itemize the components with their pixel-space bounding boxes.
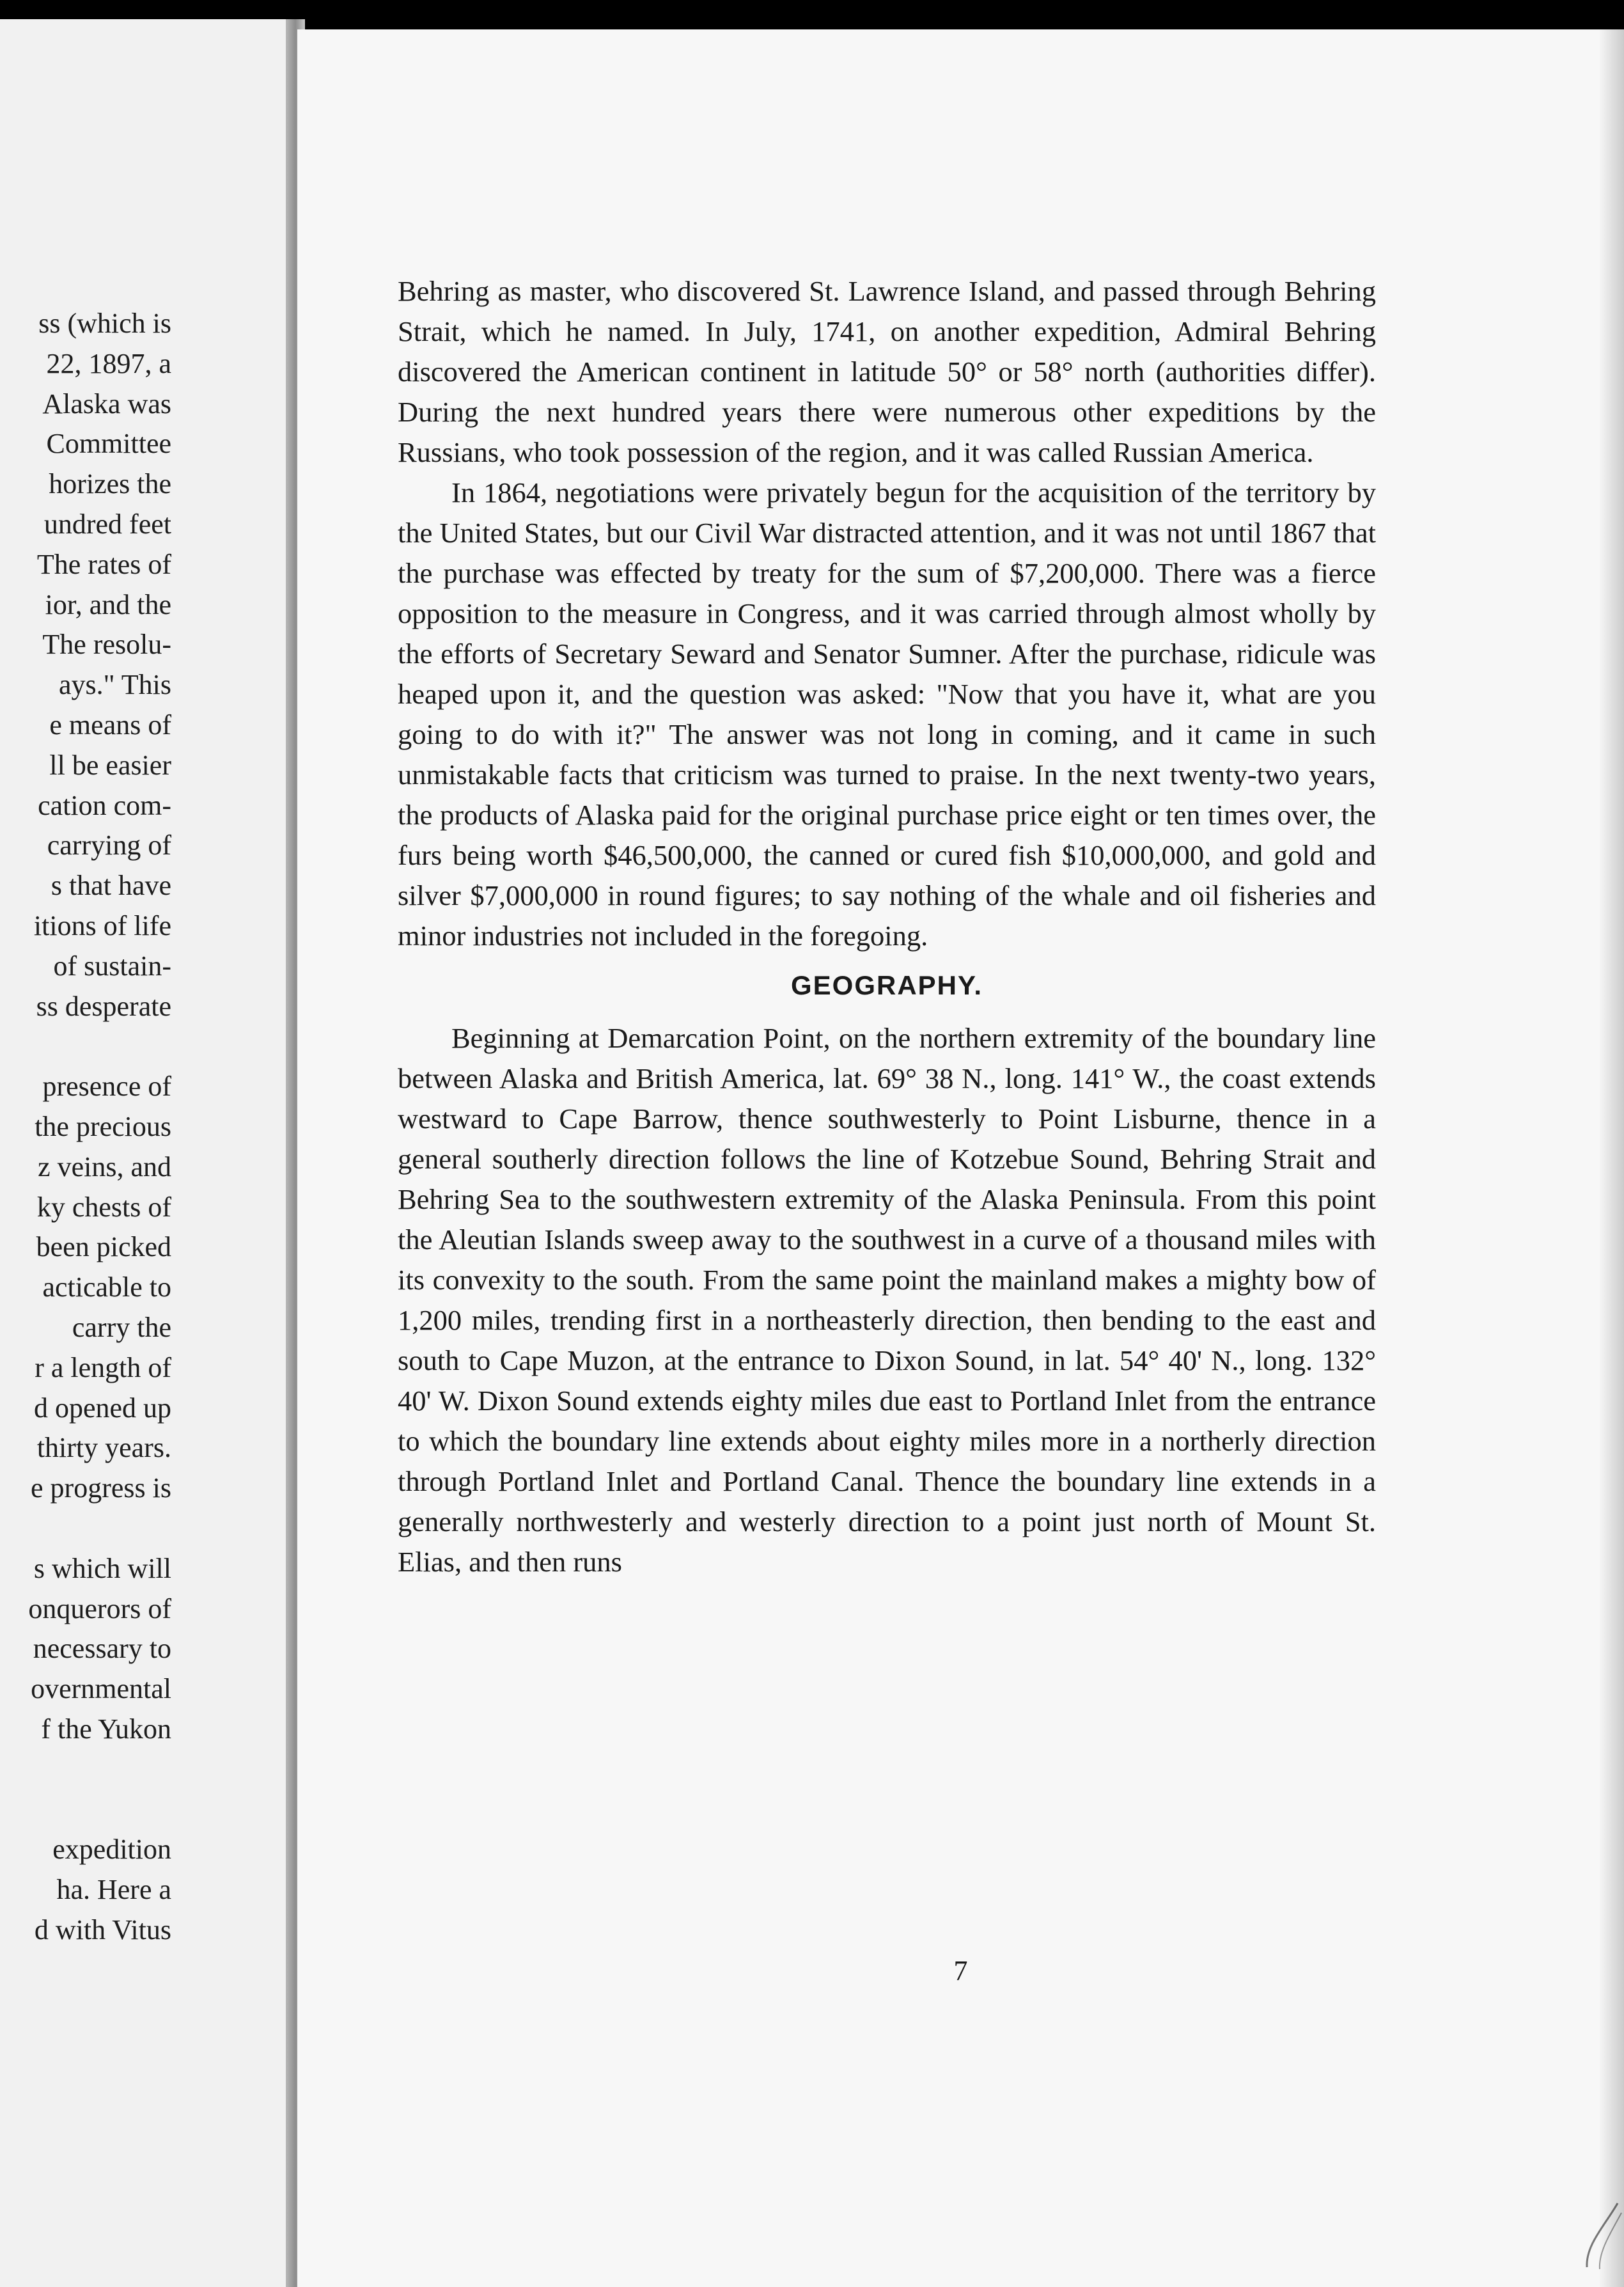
page-body <box>398 271 1376 1582</box>
facing-line: carry the <box>72 1311 171 1343</box>
facing-line: f the Yukon <box>41 1713 171 1745</box>
facing-line: of sustain- <box>53 950 171 982</box>
facing-line: presence of <box>42 1071 171 1103</box>
facing-line: The resolu- <box>42 629 171 661</box>
facing-line: 22, 1897, a <box>46 347 171 379</box>
facing-line: d with Vitus <box>34 1914 171 1945</box>
facing-line: s which will <box>33 1552 171 1584</box>
facing-line: d opened up <box>33 1392 171 1424</box>
section-heading: GEOGRAPHY. <box>790 970 983 1000</box>
facing-line: undred feet <box>43 508 171 540</box>
facing-line: acticable to <box>42 1271 171 1303</box>
facing-line: ior, and the <box>45 588 171 620</box>
facing-line: The rates of <box>36 548 171 580</box>
facing-line: s that have <box>51 870 171 902</box>
facing-line: e progress is <box>31 1472 171 1504</box>
facing-page-text <box>0 304 171 1951</box>
facing-line: ha. Here a <box>56 1874 171 1906</box>
facing-line: horizes the <box>49 468 171 500</box>
body-paragraph: Beginning at Demarcation Point, on the northern extremity of the boundary line between Alaska and British America, lat. 69° 38 N., long. 141° W., the coast extends westward to Cape Barrow, thence southwesterly to Point Lisburne, thence in a general southerly direction follows the line of Kotzebue Sound, Behring Strait and Behring Sea to the southwestern extremity of the Alaska Peninsula. From this point the Aleutian Islands sweep away to the southwest in a curve of a thousand miles with its convexity to the south. From the same point the mainland makes a mighty bow of 1,200 miles, trending first in a northeasterly direction, then bending to the east and south to Cape Muzon, at the entrance to Dixon Sound, in lat. 54° 40' N., long. 132° 40' W. Dixon Sound extends eighty miles due east to Portland Inlet from the entrance to which the boundary line extends about eighty miles more in a northerly direction through Portland Inlet and Portland Canal. Thence the boundary line extends in a generally northwesterly and westerly direction to a point just north of Mount St. Elias, and then runs <box>398 1022 1376 1578</box>
facing-line: ss desperate <box>36 990 171 1022</box>
body-paragraph: Behring as master, who discovered St. Lawrence Island, and passed through Behring Strait, which he named. In July, 1741, on another expedition, Admiral Behring discovered the American continent in latitude 50° or 58° north (authorities differ). During the next hundred years there were numerous other expeditions by the Russians, who took possession of the region, and it was called Russian America. <box>398 275 1376 468</box>
facing-line: r a length of <box>35 1351 171 1383</box>
body-paragraph: In 1864, negotiations were privately begun for the acquisition of the territory by the United States, but our Civil War distracted attention, and it was not until 1867 that the purchase was effected by treaty for the sum of $7,200,000. There was a fierce opposition to the measure in Congress, and it was carried through almost wholly by the efforts of Secretary Seward and Senator Sumner. After the purchase, ridicule was heaped upon it, and the question was asked: "Now that you have it, what are you going to do with it?" The answer was not long in coming, and it came in such unmistakable facts that criticism was turned to praise. In the next twenty-two years, the products of Alaska paid for the original purchase price eight or ten times over, the furs being worth $46,500,000, the canned or cured fish $10,000,000, and gold and silver $7,000,000 in round figures; to say nothing of the whale and oil fisheries and minor industries not included in the foregoing. <box>398 476 1376 952</box>
facing-line: carrying of <box>47 829 171 861</box>
facing-line: overnmental <box>31 1673 171 1705</box>
book-page <box>297 29 1624 2287</box>
facing-line: ss (which is <box>38 308 171 339</box>
facing-line: been picked <box>36 1231 171 1263</box>
facing-line: Committee <box>46 428 171 460</box>
page-number: 7 <box>953 1955 968 1986</box>
facing-line: e means of <box>49 709 171 741</box>
facing-page-fragment <box>0 19 295 2287</box>
page-corner-curl-icon <box>1579 2200 1624 2270</box>
facing-line: z veins, and <box>38 1151 171 1183</box>
facing-line: ky chests of <box>36 1191 171 1223</box>
facing-line: onquerors of <box>28 1592 171 1624</box>
paragraph-gap <box>0 1509 171 1549</box>
facing-line: itions of life <box>33 909 171 941</box>
paragraph-gap <box>0 1789 171 1830</box>
facing-line: thirty years. <box>36 1432 171 1464</box>
facing-line: necessary to <box>33 1633 171 1665</box>
facing-line: cation com- <box>38 789 171 821</box>
facing-line: the precious <box>35 1110 171 1142</box>
paragraph-gap <box>0 1750 171 1790</box>
facing-line: ays." This <box>58 669 171 701</box>
facing-line: ll be easier <box>49 749 171 781</box>
facing-line: Alaska was <box>42 388 171 420</box>
facing-line: expedition <box>52 1834 171 1866</box>
paragraph-gap <box>0 1026 171 1067</box>
